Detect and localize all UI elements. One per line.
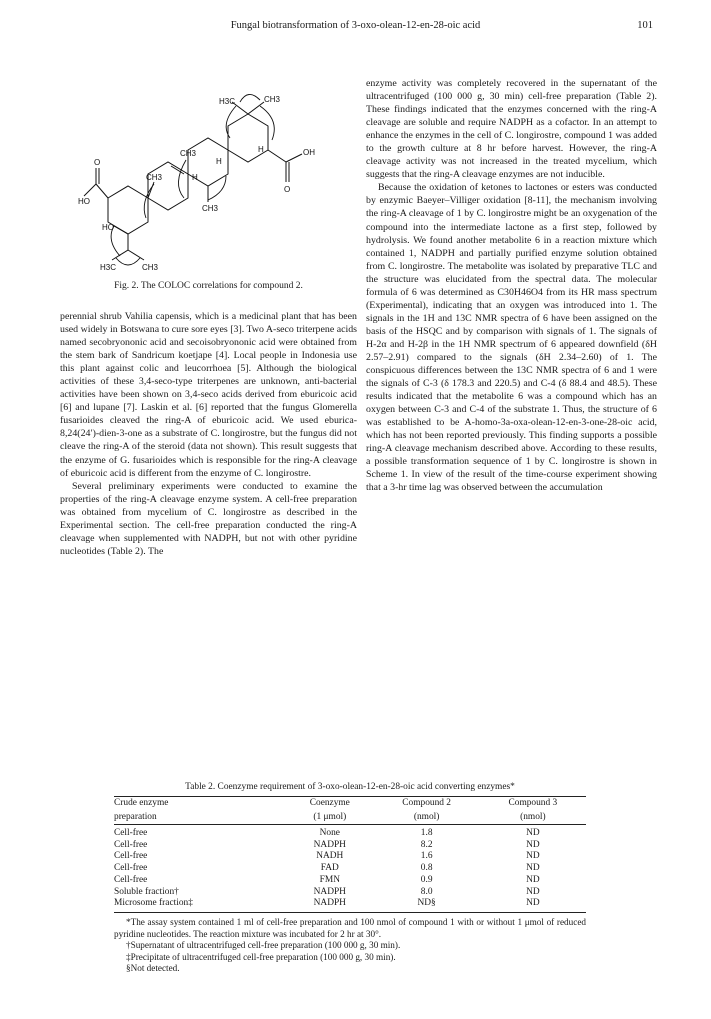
table-footnote: ‡Precipitate of ultracentrifuged cell-free preparation (100 000 g, 30 min). xyxy=(126,951,396,962)
table-row xyxy=(114,840,586,852)
atom-label: H3C xyxy=(100,263,117,272)
table-footnote: *The assay system contained 1 ml of cell-free preparation and 100 nmol of compound 1 with or without 1 μmol of reduced pyridine nucleotides. The reaction mixture was incubated for 2 hr at 30°. xyxy=(114,916,586,939)
table-row xyxy=(114,863,586,875)
table-cell: ND xyxy=(526,874,540,885)
table-cell: FMN xyxy=(319,874,340,885)
paragraph: enzyme activity was completely recovered in the supernatant of the ultracentrifuged (100 000 g, 30 min) cell-free preparation (Table 2). These findings indicated that the enzymes concerned with the ring-A cleavage are soluble and require NADPH as a cofactor. In an attempt to enhance the enzymes in the cell of C. longirostre, compound 1 was added to the growth culture at 8 hr before harvest. However, the ring-A cleavage activity was not increased in the treated mycelium, which suggests that the ring-A cleavage enzymes are not inducible. xyxy=(366,78,657,181)
table-cell: FAD xyxy=(320,863,339,874)
table-cell: NADPH xyxy=(313,839,346,850)
figure-caption: Fig. 2. The COLOC correlations for compound 2. xyxy=(114,281,303,291)
table-cell: 0.8 xyxy=(420,863,433,874)
table-cell: None xyxy=(319,828,340,838)
table-cell: 0.9 xyxy=(420,874,433,885)
running-title: Fungal biotransformation of 3-oxo-olean-12-en-28-oic acid xyxy=(230,20,481,31)
atom-label: CH3 xyxy=(146,173,163,182)
table-row xyxy=(114,887,586,899)
table-footnote: §Not detected. xyxy=(126,963,180,974)
table-cell: Microsome fraction‡ xyxy=(114,898,193,909)
coenzyme-table xyxy=(114,796,586,913)
paragraph: Several preliminary experiments were conducted to examine the properties of the ring-A cleavage enzyme system. A cell-free preparation was obtained from mycelium of C. longirostre as described in the Experimental section. The cell-free preparation conducted the ring-A cleavage when supplemented with NADPH, but not with other pyridine nucleotides (Table 2). The xyxy=(60,480,357,557)
atom-label: CH3 xyxy=(264,95,281,104)
column-header: Crude enzyme xyxy=(114,798,169,808)
column-header-unit: (nmol) xyxy=(480,811,586,825)
column-header-unit: (1 μmol) xyxy=(286,811,373,825)
table-cell: Cell-free xyxy=(114,828,148,838)
table-cell: NADPH xyxy=(313,886,346,897)
page-number: 101 xyxy=(637,20,653,31)
atom-label: CH3 xyxy=(180,149,197,158)
table-cell: Soluble fraction† xyxy=(114,886,179,897)
table-row xyxy=(114,825,586,840)
column-header: Coenzyme xyxy=(309,798,350,808)
atom-label: HO xyxy=(78,197,90,206)
table-cell: ND xyxy=(526,839,540,850)
atom-label: H3C xyxy=(219,97,236,106)
figure-coloc-structure xyxy=(60,80,357,302)
table-cell: 8.2 xyxy=(420,839,433,850)
table-caption: Table 2. Coenzyme requirement of 3-oxo-olean-12-en-28-oic acid converting enzymes* xyxy=(185,782,515,792)
table-footnotes xyxy=(114,917,586,975)
table-cell: NADH xyxy=(316,851,344,862)
atom-label: O xyxy=(94,158,101,167)
table-cell: ND xyxy=(526,898,540,909)
atom-label: CH3 xyxy=(202,204,219,213)
table-cell: NADPH xyxy=(313,898,346,909)
table-cell: 1.8 xyxy=(420,828,433,838)
table-footnote: †Supernatant of ultracentrifuged cell-free preparation (100 000 g, 30 min). xyxy=(126,940,401,951)
table-cell: 8.0 xyxy=(420,886,433,897)
table-cell: ND xyxy=(526,851,540,862)
table-row xyxy=(114,875,586,887)
table-cell: ND xyxy=(526,828,540,838)
table-cell: Cell-free xyxy=(114,863,148,874)
table-cell: Cell-free xyxy=(114,851,148,862)
atom-label: H xyxy=(216,157,222,166)
table-row xyxy=(114,898,586,912)
column-header-unit: preparation xyxy=(114,811,286,825)
paragraph: Because the oxidation of ketones to lactones or esters was conducted by enzymic Baeyer–Villiger oxidation [8-11], the mechanism involving the ring-A cleavage of 1 by C. longirostre might be an oxygenation of the compound into the intermediate lactone as a first step, followed by hydrolysis. We found another metabolite 6 in a reaction mixture which contained 1, NADPH and partially purified enzyme solution obtained from C. longirostre. The metabolite was isolated by preparative TLC and the structure was elucidated from the spectral data. The molecular formula of 6 was determined as C30H46O4 from its HR mass spectrum (Experimental), indicating that an oxygen was introduced into 1. The signals in the 1H and 13C NMR spectra of 6 have been assigned on the basis of the HSQC and by comparison with signals of 1. The signals of H-2α and H-2β in the 1H NMR spectrum of 6 appeared downfield (δH 2.57–2.91) compared to the signals (δH 2.34–2.60) of 1. The conspicuous differences between the 13C NMR spectra of 6 and 1 were the signals of C-3 (δ 178.3 and 220.5) and C-4 (δ 88.4 and 48.5). These results indicated that the metabolite 6 was a compound which has an oxygen between C-3 and C-4 of the substrate 1. Thus, the structure of 6 was established to be A-homo-3a-oxa-olean-12-en-3-one-28-oic acid, which has not been reported previously. This finding supports a possible ring-A cleavage mechanism described above. According to these results, a possible transformation sequence of 1 by C. longirostre is shown in Scheme 1. In view of the result of the time-course experiment showing that a 3-hr time lag was observed between the accumulation xyxy=(366,182,657,494)
right-column xyxy=(366,77,657,495)
table-cell: 1.6 xyxy=(420,851,433,862)
left-column xyxy=(60,310,357,558)
atom-label: HO xyxy=(102,223,114,232)
table-cell: Cell-free xyxy=(114,874,148,885)
atom-label: CH3 xyxy=(142,263,159,272)
column-header: Compound 2 xyxy=(402,798,451,808)
atom-label: H xyxy=(258,145,264,154)
column-header: Compound 3 xyxy=(508,798,558,808)
structure-drawing xyxy=(80,80,342,280)
table-cell: ND xyxy=(526,886,540,897)
table-2 xyxy=(114,782,586,975)
table-row xyxy=(114,851,586,863)
atom-label: O xyxy=(284,185,291,194)
table-cell: ND§ xyxy=(417,898,436,909)
atom-label: OH xyxy=(303,148,315,157)
paragraph: perennial shrub Vahilia capensis, which is a medicinal plant that has been used widely in Botswana to cure sore eyes [3]. Two A-seco triterpene acids named secobryononic acid and secoisobryononic acid were obtained from the stem bark of Sandricum koetjape [4]. Local people in Indonesia use this plant against colic and leucorrhoea [5]. Although the biological activities of these 3,4-seco-type triterpenes are unknown, anti-bacterial activities have been shown on 3,4-seco acids derived from eburicoic acid [6] and lupane [7]. Laskin et al. [6] reported that the fungus Glomerella fusarioides cleaved the ring-A of eburicoic acid. We used eburica-8,24(24′)-dien-3-one as a substrate of C. longirostre, but the fungus did not cleave the ring-A of the steroid (data not shown). This result suggests that the enzyme of G. fusarioides which is responsible for the ring-A cleavage of eburicoic acid is different from the enzyme of C. longirostre. xyxy=(60,311,357,479)
column-header-unit: (nmol) xyxy=(374,811,480,825)
table-cell: Cell-free xyxy=(114,839,148,850)
atom-label: H xyxy=(192,173,198,182)
table-cell: ND xyxy=(526,863,540,874)
